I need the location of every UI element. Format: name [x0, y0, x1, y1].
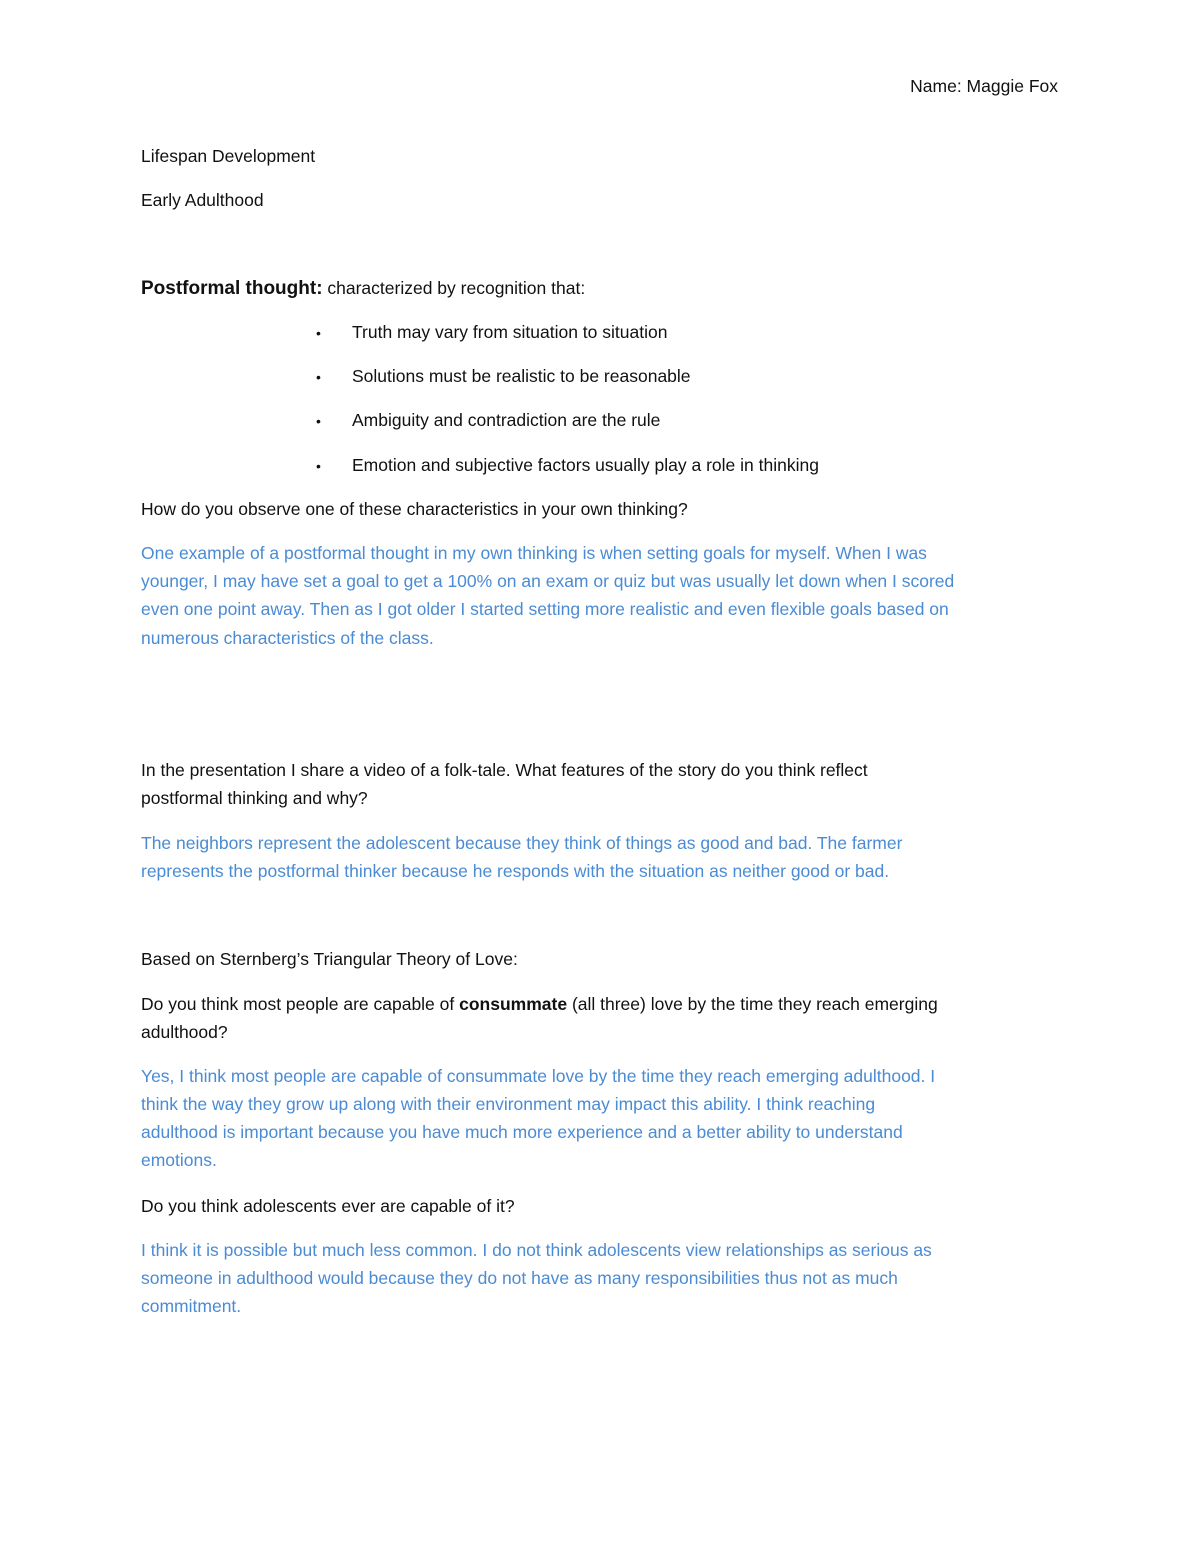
- postformal-heading: [141, 274, 585, 303]
- question-4-prompt: Do you think adolescents ever are capable of it?: [141, 1196, 515, 1216]
- question-3-answer-line: emotions.: [141, 1150, 217, 1170]
- postformal-definition: characterized by recognition that:: [322, 278, 586, 298]
- student-name: Name: Maggie Fox: [910, 76, 1058, 96]
- question-3-answer-line: Yes, I think most people are capable of consummate love by the time they reach emerging adulthood. I: [141, 1066, 936, 1086]
- list-item: [316, 362, 691, 391]
- topic-title: Early Adulthood: [141, 190, 264, 210]
- bullet-text: Emotion and subjective factors usually play a role in thinking: [352, 455, 819, 475]
- bullet-icon: •: [316, 325, 321, 341]
- question-2-prompt-line: In the presentation I share a video of a folk-tale. What features of the story do you think reflect: [141, 760, 868, 780]
- question-3-text-before: Do you think most people are capable of: [141, 994, 460, 1014]
- question-3-answer-line: think the way they grow up along with their environment may impact this ability. I think reaching: [141, 1094, 876, 1114]
- bullet-text: Solutions must be realistic to be reasonable: [352, 366, 691, 386]
- question-1-prompt: How do you observe one of these characteristics in your own thinking?: [141, 499, 688, 519]
- question-1-answer-line: One example of a postformal thought in my own thinking is when setting goals for myself. When I was: [141, 543, 927, 563]
- question-3-prompt-line-2: adulthood?: [141, 1022, 228, 1042]
- list-item: [316, 406, 660, 435]
- question-2-answer-line: represents the postformal thinker because he responds with the situation as neither good or bad.: [141, 861, 890, 881]
- love-section-intro: Based on Sternberg’s Triangular Theory of Love:: [141, 949, 518, 969]
- question-3-prompt: [141, 990, 938, 1018]
- bullet-text: Truth may vary from situation to situation: [352, 322, 668, 342]
- bullet-text: Ambiguity and contradiction are the rule: [352, 410, 661, 430]
- list-item: [316, 451, 819, 480]
- question-1-answer-line: even one point away. Then as I got older I started setting more realistic and even flexible goals based on: [141, 599, 949, 619]
- question-3-bold-term: consummate: [459, 994, 568, 1014]
- postformal-term: Postformal thought:: [141, 278, 323, 299]
- bullet-icon: •: [316, 369, 321, 385]
- question-4-answer-line: someone in adulthood would because they do not have as many responsibilities thus not as much: [141, 1268, 898, 1288]
- question-3-answer-line: adulthood is important because you have much more experience and a better ability to understand: [141, 1122, 903, 1142]
- question-2-prompt-line: postformal thinking and why?: [141, 788, 368, 808]
- bullet-icon: •: [316, 413, 321, 429]
- bullet-icon: •: [316, 458, 321, 474]
- question-1-answer-line: numerous characteristics of the class.: [141, 628, 434, 648]
- question-3-text-after: (all three) love by the time they reach emerging: [567, 994, 938, 1014]
- question-4-answer-line: commitment.: [141, 1296, 242, 1316]
- question-1-answer-line: younger, I may have set a goal to get a 100% on an exam or quiz but was usually let down when I scored: [141, 571, 955, 591]
- list-item: [316, 318, 667, 347]
- question-2-answer-line: The neighbors represent the adolescent because they think of things as good and bad. The farmer: [141, 833, 903, 853]
- question-4-answer-line: I think it is possible but much less common. I do not think adolescents view relationships as serious as: [141, 1240, 932, 1260]
- course-title: Lifespan Development: [141, 146, 316, 166]
